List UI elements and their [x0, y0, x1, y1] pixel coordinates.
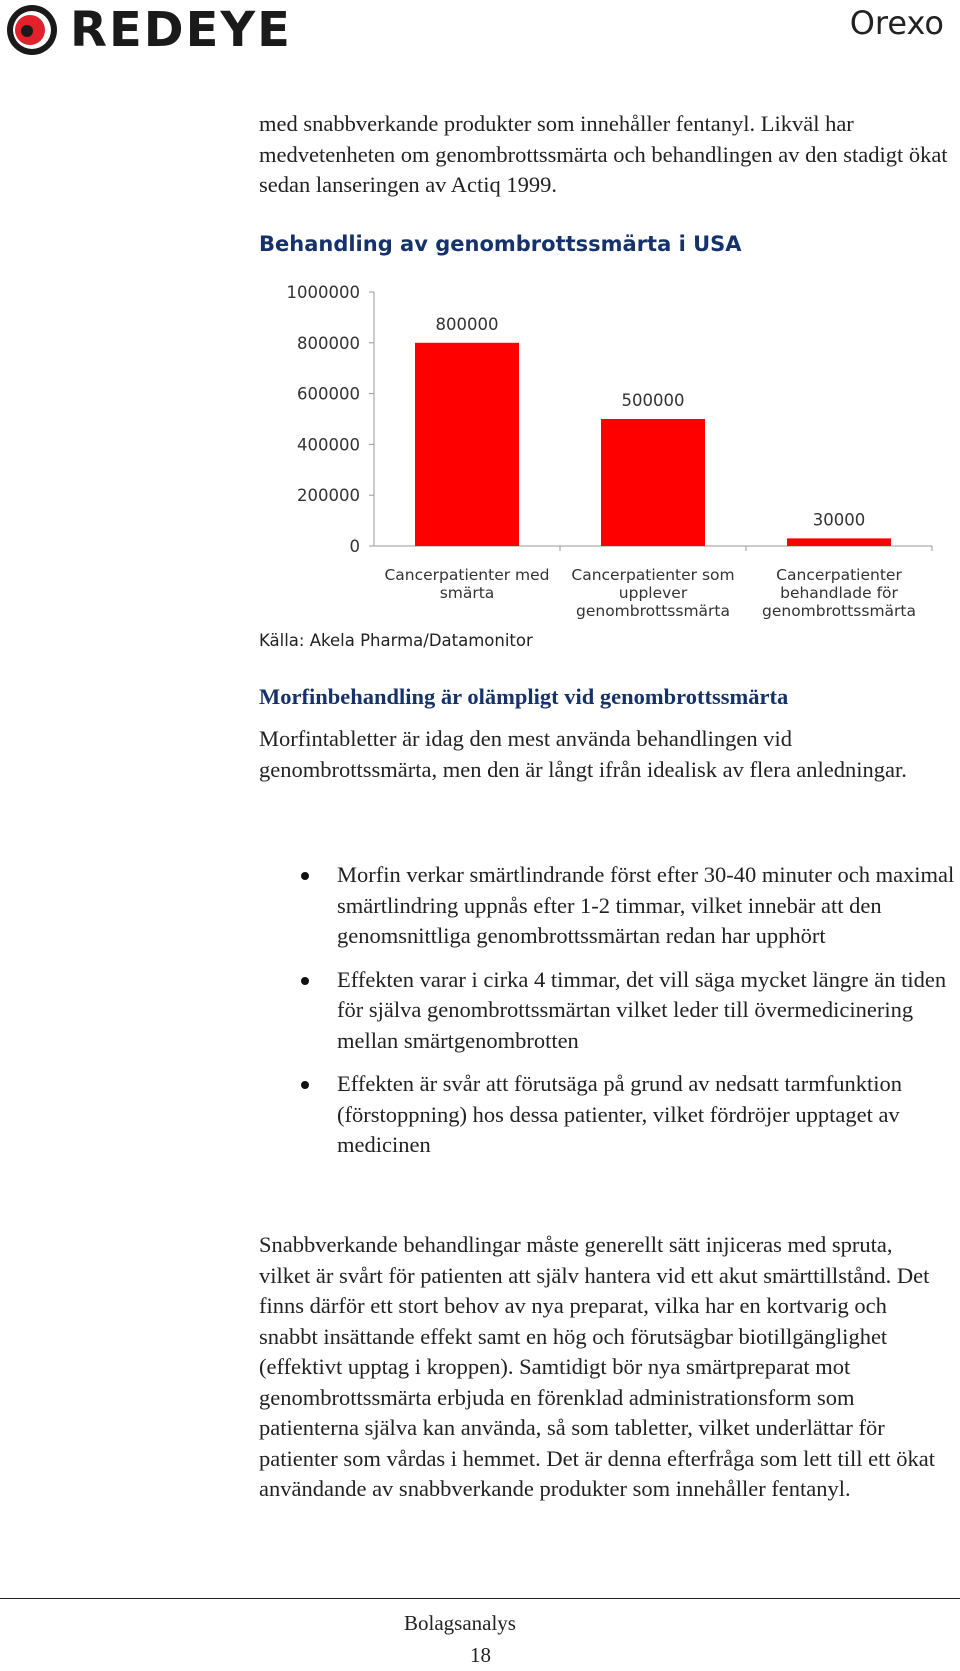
bullet-icon: [301, 872, 309, 880]
chart-source: Källa: Akela Pharma/Datamonitor: [259, 631, 533, 650]
closing-paragraph: Snabbverkande behandlingar måste generellt sätt injiceras med spruta, vilket är svårt för patienten att själv hantera vid ett akut smärttillstånd. Det finns därför ett stort behov av nya preparat, vilka har en kortvarig och snabbt insättande effekt samt en hög och förutsägbar biotillgänglighet (effektivt upptag i kroppen). Samtidigt bör nya smärtpreparat mot genombrottssmärta erbjuda en förenklad administrationsform som patienterna själva kan använda, så som tabletter, vilket underlättar för patienter som vårdas i hemmet. Det är denna efterfråga som lett till ett ökat användande av snabbverkande produkter som innehåller fentanyl.: [259, 1232, 935, 1501]
bullet-item: [259, 1069, 959, 1161]
bullet-icon: [301, 977, 309, 985]
bar-chart: [0, 0, 960, 640]
category-label: Cancerpatienter: [776, 566, 902, 584]
y-tick-label: 0: [349, 537, 360, 556]
page-number: 18: [470, 1643, 491, 1667]
bullet-icon: [301, 1081, 309, 1089]
intro-paragraph: med snabbverkande produkter som innehåller fentanyl. Likväl har medvetenheten om genombrottssmärta och behandlingen av den stadigt ökat sedan lanseringen av Actiq 1999.: [259, 111, 948, 197]
data-label: 500000: [621, 391, 685, 410]
data-label: 800000: [435, 314, 499, 334]
bullet-text: Morfin verkar smärtlindrande först efter 30-40 minuter och maximal smärtlindring uppnås efter 1-2 timmar, vilket innebär att den genomsnittliga genombrottssmärtan redan har upphört: [337, 862, 955, 948]
chart-title: Behandling av genombrottssmärta i USA: [259, 232, 742, 256]
section-paragraph: Morfintabletter är idag den mest använda behandlingen vid genombrottssmärta, men den är långt ifrån idealisk av flera anledningar.: [259, 726, 907, 782]
category-label: smärta: [439, 584, 495, 602]
bullet-list: [259, 860, 959, 1174]
bullet-item: [259, 965, 959, 1057]
category-label: Cancerpatienter som: [571, 566, 735, 584]
bar: [601, 419, 705, 546]
category-label: Cancerpatienter med: [384, 566, 550, 584]
y-tick-label: 1000000: [286, 283, 360, 302]
bar: [415, 343, 519, 546]
data-label: 30000: [812, 510, 866, 530]
section-heading: Morfinbehandling är olämpligt vid genombrottssmärta: [259, 684, 789, 709]
bar: [787, 538, 891, 546]
brand-name: REDEYE: [70, 2, 292, 58]
category-label: upplever: [618, 584, 688, 602]
company-name: Orexo: [849, 4, 944, 42]
y-tick-label: 200000: [297, 486, 360, 506]
footer-divider: [0, 1598, 960, 1599]
footer-label: Bolagsanalys: [404, 1611, 516, 1635]
category-label: behandlade för: [780, 584, 898, 602]
y-tick-label: 800000: [297, 333, 360, 353]
bullet-text: Effekten är svår att förutsäga på grund av nedsatt tarmfunktion (förstoppning) hos dessa patienter, vilket fördröjer upptaget av medicinen: [337, 1071, 903, 1157]
bullet-item: [259, 860, 959, 952]
category-label: genombrottssmärta: [762, 602, 916, 620]
bullet-text: Effekten varar i cirka 4 timmar, det vill säga mycket längre än tiden för själva genombrottssmärtan vilket leder till övermedicinering mellan smärtgenombrotten: [337, 966, 947, 1053]
category-label: genombrottssmärta: [576, 602, 730, 620]
y-tick-label: 400000: [297, 435, 360, 455]
y-tick-label: 600000: [297, 384, 360, 404]
